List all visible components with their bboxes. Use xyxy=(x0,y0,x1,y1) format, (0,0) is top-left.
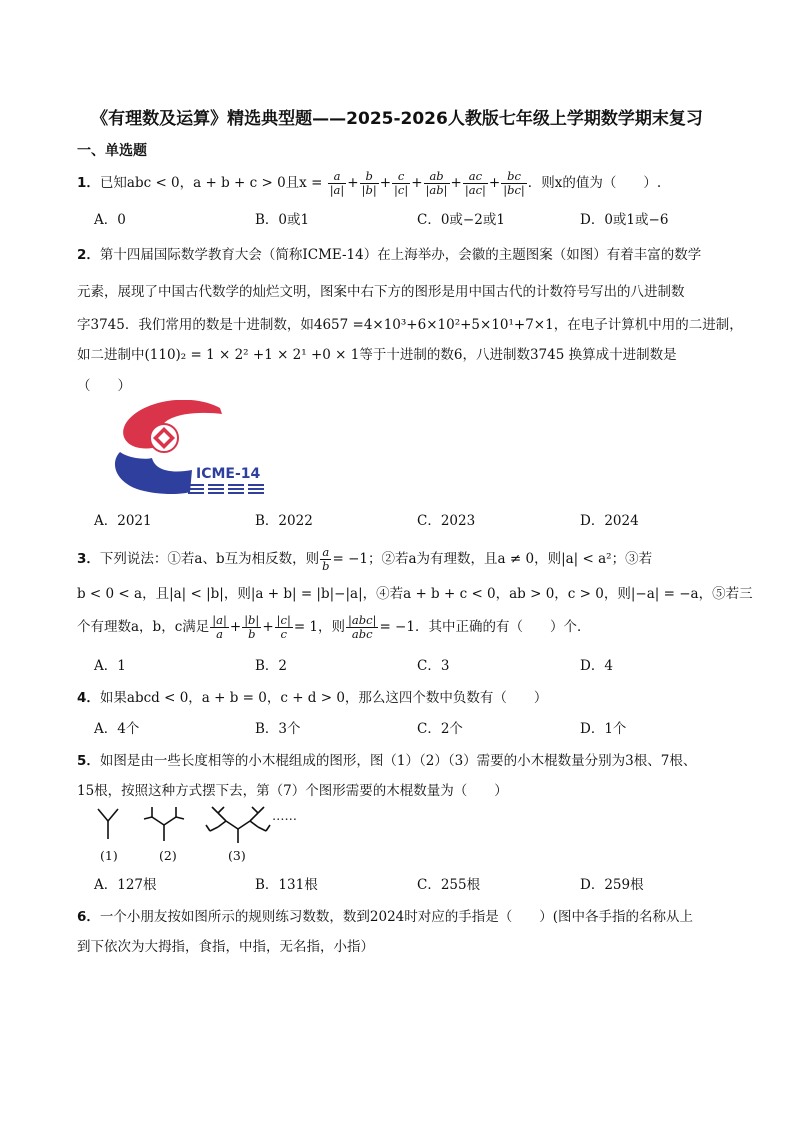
question-number: 5． xyxy=(77,753,100,769)
question-3-line-2: b < 0 < a，且|a| < |b|，则|a + b| = |b|−|a|，④若a + b + c < 0，ab > 0，c > 0，则|−a| = −a，⑤若三 xyxy=(77,586,753,602)
question-2-line-2: 元素，展现了中国古代数学的灿烂文明，图案中右下方的图形是用中国古代的计数符号写出的八进制数 xyxy=(77,284,685,300)
option-c: C．2023 xyxy=(417,513,476,529)
option-b: B．2022 xyxy=(255,513,313,529)
fraction: $\frac{|c|}{c}$ xyxy=(276,613,291,641)
option-d: D．4 xyxy=(580,658,613,674)
question-text-end: ．则x的值为（ ）. xyxy=(527,175,662,191)
figure-label-1: (1) xyxy=(100,848,118,863)
question-6-line-2: 到下依次为大拇指，食指，中指，无名指，小指） xyxy=(77,939,374,955)
question-text: 一个小朋友按如图所示的规则练习数数，数到2024时对应的手指是（ ）(图中各手指的名称从上 xyxy=(99,909,694,925)
fraction: $\frac{bc}{|bc|}$ xyxy=(503,169,525,197)
option-a: A．1 xyxy=(94,658,126,674)
question-text: 如果abcd < 0，a + b = 0，c + d > 0，那么这四个数中负数有（ ） xyxy=(99,690,548,706)
question-3-line-3: 个有理数a，b，c满足 $\frac{|a|}{a}$ + $\frac{|b|}{b}$ + $\frac{|c|}{c}$ = 1，则 $\frac{\text{|abc|}}{\text{abc}}$ = −1．其中正确的有（ ）个． xyxy=(77,613,591,641)
question-2 xyxy=(77,243,701,263)
option-d: D．0或1或−6 xyxy=(580,212,669,228)
option-b: B．2 xyxy=(255,658,288,674)
section-heading: 一、单选题 xyxy=(77,143,147,159)
question-text: 如图是由一些长度相等的小木棍组成的图形，图（1）（2）（3）需要的小木棍数量分别为3根、7根、 xyxy=(99,753,697,769)
option-d: D．1个 xyxy=(580,721,627,737)
fraction: $\frac{a}{b}$ xyxy=(322,545,330,573)
fraction: $\frac{b}{|b|}$ xyxy=(361,169,377,197)
question-4 xyxy=(77,686,547,706)
option-a: A．0 xyxy=(94,212,126,228)
question-text: 已知abc < 0，a + b + c > 0且x = xyxy=(99,175,323,191)
question-number: 3． xyxy=(77,551,100,567)
option-c: C．3 xyxy=(417,658,450,674)
question-2-line-4: 如二进制中(110)₂ = 1 × 2² +1 × 2¹ +0 × 1等于十进制的数6，八进制数3745 换算成十进制数是 xyxy=(77,347,677,363)
option-c: C．2个 xyxy=(417,721,463,737)
question-6 xyxy=(77,905,693,925)
question-number: 6． xyxy=(77,909,100,925)
option-d: D．259根 xyxy=(580,877,644,893)
fraction: $\frac{|b|}{b}$ xyxy=(244,613,260,641)
question-text: 第十四届国际数学教育大会（简称ICME-14）在上海举办，会徽的主题图案（如图）有着丰富的数学 xyxy=(99,247,702,263)
question-number: 2． xyxy=(77,247,100,263)
option-c: C．255根 xyxy=(417,877,481,893)
icme-14-logo xyxy=(100,400,275,504)
option-c: C．0或−2或1 xyxy=(417,212,505,228)
option-a: A．2021 xyxy=(94,513,152,529)
question-1: 1．已知abc < 0，a + b + c > 0且x = $\frac{a}{|a|}$ + $\frac{b}{|b|}$ + $\frac{c}{|c|}$ + $\frac{ab}{|ab|}$ + $\frac{ac}{|ac|}$ + $\frac{bc}{|bc|}$ ．则x的值为（ ）. xyxy=(77,169,662,197)
option-a: A．127根 xyxy=(94,877,157,893)
question-2-line-5: （ ） xyxy=(77,378,131,394)
question-2-line-3: 字3745．我们常用的数是十进制数，如4657 =4×10³+6×10²+5×10¹+7×1，在电子计算机中用的二进制， xyxy=(77,317,743,333)
option-b: B．131根 xyxy=(255,877,318,893)
option-a: A．4个 xyxy=(94,721,140,737)
question-3: 3．下列说法：①若a、b互为相反数，则 $\frac{a}{b}$ = −1；②若a为有理数，且a ≠ 0，则|a| < a²；③若 xyxy=(77,545,653,573)
svg-text:ICME-14: ICME-14 xyxy=(196,466,261,482)
question-5 xyxy=(77,749,696,769)
figure-label-3: (3) xyxy=(228,848,246,863)
figure-label-2: (2) xyxy=(159,848,177,863)
fraction: $\frac{\text{|abc|}}{\text{abc}}$ xyxy=(348,613,377,641)
fraction: $\frac{a}{|a|}$ xyxy=(329,169,345,197)
option-d: D．2024 xyxy=(580,513,639,529)
document-title: 《有理数及运算》精选典型题——2025-2026人教版七年级上学期数学期末复习 xyxy=(91,109,703,129)
stick-figures xyxy=(88,797,308,851)
question-5-line-2: 15根，按照这种方式摆下去，第（7）个图形需要的木棍数量为（ ） xyxy=(77,783,508,799)
question-number: 1． xyxy=(77,175,100,191)
figure-ellipsis: …… xyxy=(272,808,297,823)
option-b: B．3个 xyxy=(255,721,301,737)
fraction: $\frac{ab}{|ab|}$ xyxy=(425,169,448,197)
fraction: $\frac{|a|}{a}$ xyxy=(212,613,227,641)
question-number: 4． xyxy=(77,690,100,706)
fraction: $\frac{ac}{|ac|}$ xyxy=(464,169,486,197)
fraction: $\frac{c}{|c|}$ xyxy=(394,169,409,197)
option-b: B．0或1 xyxy=(255,212,310,228)
